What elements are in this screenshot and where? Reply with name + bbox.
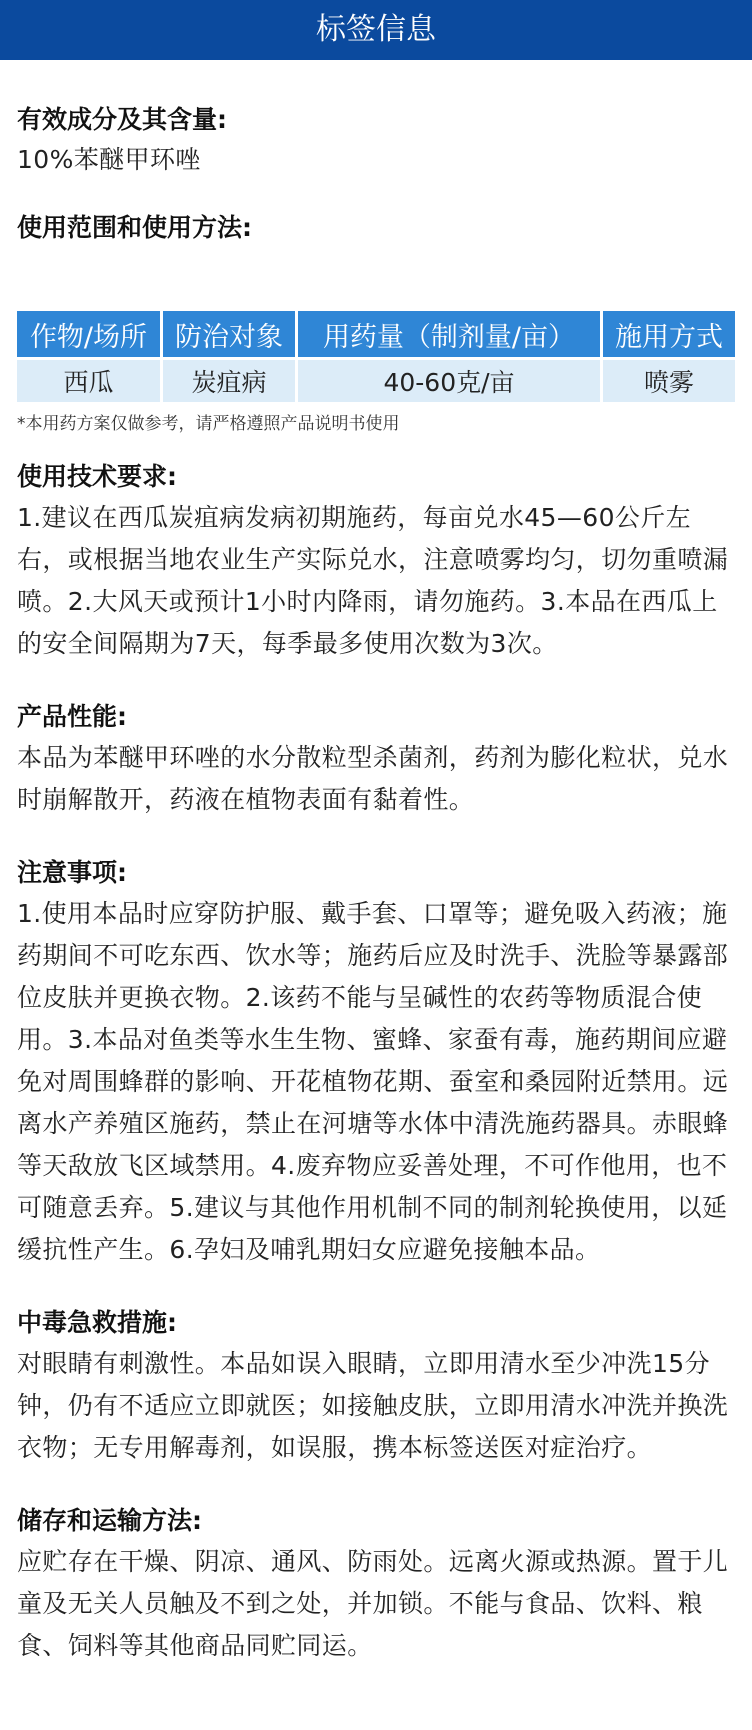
section-precautions [17, 853, 735, 1271]
section-body: 本品为苯醚甲环唑的水分散粒型杀菌剂，药剂为膨化粒状，兑水时崩解散开，药液在植物表面有黏着性。 [17, 743, 729, 814]
cell-target: 炭疽病 [163, 360, 295, 402]
section-title: 注意事项: [17, 858, 127, 887]
usage-note: *本用药方案仅做参考，请严格遵照产品说明书使用 [17, 414, 400, 434]
label-content [0, 60, 752, 1667]
table-header-row [17, 311, 735, 357]
section-title: 使用技术要求: [17, 462, 177, 491]
cell-crop: 西瓜 [17, 360, 160, 402]
page-header [0, 0, 752, 60]
section-tech [17, 457, 735, 665]
section-body: 1.建议在西瓜炭疽病发病初期施药，每亩兑水45—60公斤左右，或根据当地农业生产实际兑水，注意喷雾均匀，切勿重喷漏喷。2.大风天或预计1小时内降雨，请勿施药。3.本品在西瓜上的安全间隔期为7天，每季最多使用次数为3次。 [17, 503, 729, 658]
cell-dosage: 40-60克/亩 [298, 360, 600, 402]
column-header-method: 施用方式 [603, 311, 735, 357]
section-body: 1.使用本品时应穿防护服、戴手套、口罩等；避免吸入药液；施药期间不可吃东西、饮水等；施药后应及时洗手、洗脸等暴露部位皮肤并更换衣物。2.该药不能与呈碱性的农药等物质混合使用。3.本品对鱼类等水生生物、蜜蜂、家蚕有毒，施药期间应避免对周围蜂群的影响、开花植物花期、蚕室和桑园附近禁用。远离水产养殖区施药，禁止在河塘等水体中清洗施药器具。赤眼蜂等天敌放飞区域禁用。4.废弃物应妥善处理，不可作他用，也不可随意丢弃。5.建议与其他作用机制不同的制剂轮换使用，以延缓抗性产生。6.孕妇及哺乳期妇女应避免接触本品。 [17, 899, 729, 1264]
page-title: 标签信息 [316, 12, 436, 47]
section-title: 储存和运输方法: [17, 1506, 202, 1535]
table-row [17, 360, 735, 402]
column-header-crop: 作物/场所 [17, 311, 160, 357]
section-body: 应贮存在干燥、阴凉、通风、防雨处。远离火源或热源。置于儿童及无关人员触及不到之处，并加锁。不能与食品、饮料、粮食、饲料等其他商品同贮同运。 [17, 1547, 729, 1660]
section-title: 使用范围和使用方法: [17, 213, 252, 242]
section-performance [17, 697, 735, 821]
usage-table [14, 308, 738, 405]
section-title: 产品性能: [17, 702, 127, 731]
section-first-aid [17, 1303, 735, 1469]
section-ingredients [17, 100, 735, 180]
section-body: 对眼睛有刺激性。本品如误入眼睛，立即用清水至少冲洗15分钟，仍有不适应立即就医；如接触皮肤，立即用清水冲洗并换洗衣物；无专用解毒剂，如误服，携本标签送医对症治疗。 [17, 1349, 729, 1462]
column-header-target: 防治对象 [163, 311, 295, 357]
section-title: 有效成分及其含量: [17, 105, 227, 134]
section-usage [17, 208, 735, 439]
cell-method: 喷雾 [603, 360, 735, 402]
usage-table-wrap [17, 308, 735, 405]
section-body: 10%苯醚甲环唑 [17, 145, 201, 174]
section-storage [17, 1501, 735, 1667]
section-title: 中毒急救措施: [17, 1308, 177, 1337]
column-header-dosage: 用药量（制剂量/亩） [298, 311, 600, 357]
